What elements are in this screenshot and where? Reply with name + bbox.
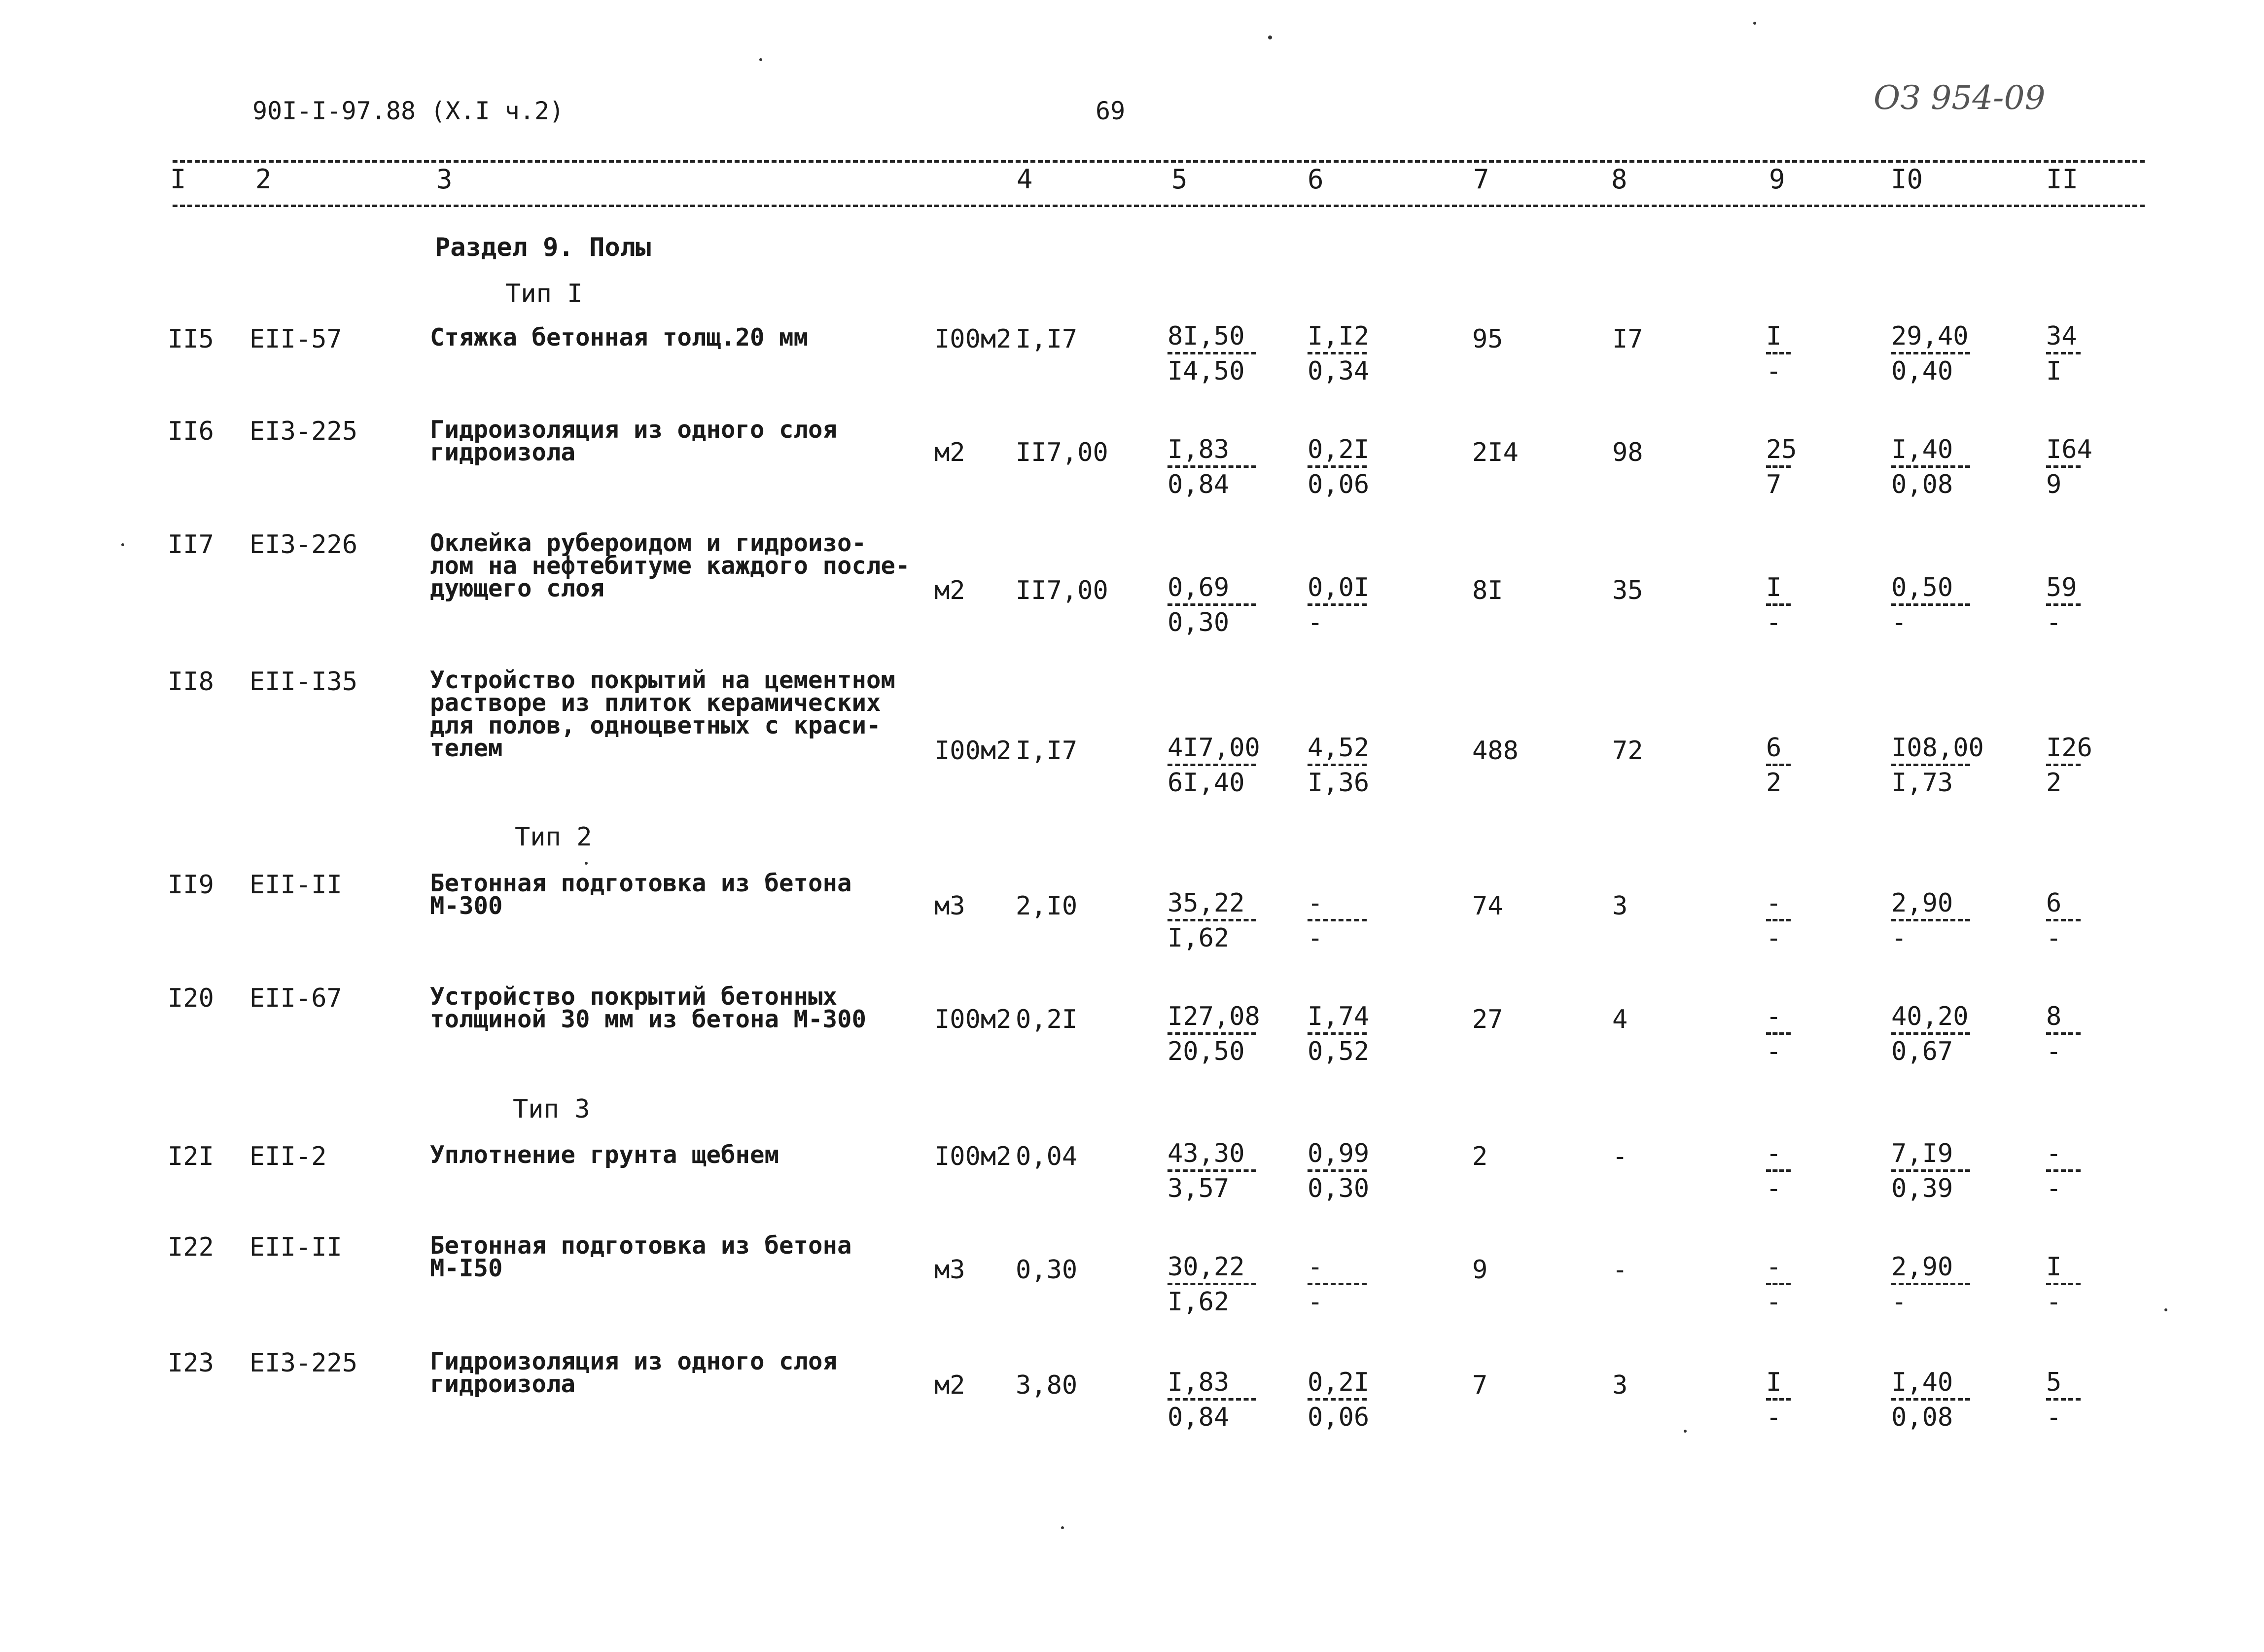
row-number: I2I xyxy=(168,1142,214,1171)
fraction-cell-col6 xyxy=(1308,889,1367,952)
rate-code: EII-II xyxy=(249,870,342,900)
fraction-bar xyxy=(1891,603,1970,606)
rate-code: EII-I35 xyxy=(249,667,358,697)
fraction-cell-col11 xyxy=(2046,1369,2081,1431)
fraction-numerator: 0,2I xyxy=(1308,435,1370,464)
fraction-cell-col6 xyxy=(1308,435,1370,499)
fraction-denominator: 2 xyxy=(2046,768,2062,798)
fraction-numerator: 8I,50 xyxy=(1167,321,1245,351)
column-8-value: 98 xyxy=(1612,438,1643,467)
fraction-cell-col5 xyxy=(1167,889,1256,952)
fraction-denominator: I xyxy=(2046,356,2062,386)
column-number: 5 xyxy=(1171,164,1188,195)
fraction-numerator: I,I2 xyxy=(1308,321,1370,351)
unit-of-measure: I00м2 xyxy=(934,736,1012,766)
fraction-bar xyxy=(1167,1398,1256,1401)
subheader-type-3: Тип 3 xyxy=(513,1094,590,1124)
header-divider-bottom xyxy=(173,205,2145,207)
fraction-numerator: 59 xyxy=(2046,573,2077,602)
fraction-denominator: - xyxy=(1766,1037,1782,1066)
fraction-cell-col5 xyxy=(1167,436,1256,498)
fraction-denominator: - xyxy=(2046,1287,2062,1317)
fraction-cell-col9 xyxy=(1766,1003,1791,1065)
column-number: II xyxy=(2046,164,2079,195)
fraction-cell-col11 xyxy=(2046,1140,2081,1202)
fraction-numerator: I,74 xyxy=(1308,1002,1370,1031)
fraction-bar xyxy=(1308,919,1367,921)
work-description: Бетонная подготовка из бетона М-I50 xyxy=(430,1231,852,1282)
fraction-numerator: 30,22 xyxy=(1167,1252,1245,1282)
column-number: 6 xyxy=(1308,164,1324,195)
fraction-denominator: - xyxy=(1766,608,1782,637)
fraction-cell-col10 xyxy=(1891,322,1970,385)
fraction-cell-col6 xyxy=(1308,1139,1370,1203)
fraction-cell-col6 xyxy=(1308,1002,1370,1066)
fraction-bar xyxy=(1308,465,1367,468)
fraction-denominator: 20,50 xyxy=(1167,1037,1245,1066)
row-number: II9 xyxy=(168,870,214,900)
fraction-bar xyxy=(1891,465,1970,468)
fraction-numerator: I64 xyxy=(2046,435,2092,464)
fraction-denominator: I,62 xyxy=(1167,1287,1230,1317)
column-8-value: - xyxy=(1612,1142,1628,1171)
fraction-numerator: I26 xyxy=(2046,733,2092,763)
fraction-denominator: 2 xyxy=(1766,768,1782,798)
row-number: I20 xyxy=(168,984,214,1013)
fraction-denominator: - xyxy=(2046,1403,2062,1432)
fraction-cell-col5 xyxy=(1167,1253,1256,1316)
column-8-value: 4 xyxy=(1612,1005,1628,1034)
fraction-numerator: I08,00 xyxy=(1891,733,1984,763)
fraction-cell-col5 xyxy=(1167,1369,1256,1431)
fraction-cell-col6 xyxy=(1308,321,1370,386)
column-7-value: 74 xyxy=(1472,891,1503,921)
fraction-denominator: - xyxy=(1891,608,1907,637)
fraction-cell-col9 xyxy=(1766,889,1791,952)
column-number: I xyxy=(170,164,186,195)
fraction-bar xyxy=(2046,1169,2081,1172)
subheader-type-1: Тип I xyxy=(505,279,583,309)
fraction-cell-col6 xyxy=(1308,573,1370,637)
fraction-denominator: - xyxy=(1766,1287,1782,1317)
fraction-cell-col11 xyxy=(2046,733,2092,798)
column-number: 4 xyxy=(1017,164,1033,195)
fraction-cell-col9 xyxy=(1766,574,1791,636)
column-number: 3 xyxy=(436,164,453,195)
scan-speck xyxy=(759,58,762,61)
quantity: 2,I0 xyxy=(1016,891,1078,921)
fraction-numerator: I,83 xyxy=(1167,1368,1230,1397)
fraction-cell-col9 xyxy=(1766,734,1791,797)
fraction-denominator: 0,08 xyxy=(1891,470,1953,499)
fraction-numerator: - xyxy=(1766,1139,1782,1168)
column-7-value: 9 xyxy=(1472,1255,1488,1285)
fraction-denominator: 9 xyxy=(2046,470,2062,499)
column-8-value: 3 xyxy=(1612,1371,1628,1400)
header-divider-top xyxy=(173,160,2145,163)
fraction-bar xyxy=(1891,1283,1970,1285)
fraction-denominator: - xyxy=(1891,1287,1907,1317)
fraction-bar xyxy=(1167,919,1256,921)
column-8-value: 35 xyxy=(1612,576,1643,605)
fraction-cell-col10 xyxy=(1891,574,1970,636)
fraction-cell-col6 xyxy=(1308,733,1370,798)
work-description: Бетонная подготовка из бетона М-300 xyxy=(430,869,852,920)
fraction-bar xyxy=(1167,764,1256,766)
fraction-cell-col9 xyxy=(1766,1253,1791,1316)
fraction-numerator: 4,52 xyxy=(1308,733,1370,763)
quantity: 0,2I xyxy=(1016,1005,1078,1034)
fraction-cell-col10 xyxy=(1891,1003,1970,1065)
fraction-bar xyxy=(1766,603,1791,606)
fraction-numerator: 34 xyxy=(2046,321,2077,351)
unit-of-measure: м3 xyxy=(934,1255,965,1285)
row-number: II8 xyxy=(168,667,214,697)
fraction-numerator: 0,50 xyxy=(1891,573,1953,602)
fraction-cell-col9 xyxy=(1766,435,1797,499)
fraction-denominator: 0,84 xyxy=(1167,1403,1230,1432)
fraction-bar xyxy=(1308,1398,1367,1401)
fraction-cell-col10 xyxy=(1891,1140,1970,1202)
fraction-bar xyxy=(1167,1283,1256,1285)
fraction-bar xyxy=(1766,1169,1791,1172)
section-title: Раздел 9. Полы xyxy=(435,233,651,262)
fraction-cell-col11 xyxy=(2046,322,2081,385)
fraction-cell-col10 xyxy=(1891,733,1984,798)
work-description: Гидроизоляция из одного слоя гидроизола xyxy=(430,1347,838,1398)
fraction-bar xyxy=(1308,352,1367,354)
fraction-bar xyxy=(1766,1032,1791,1035)
fraction-numerator: 2,90 xyxy=(1891,888,1953,918)
column-7-value: 8I xyxy=(1472,576,1503,605)
scan-speck xyxy=(585,862,588,865)
fraction-denominator: - xyxy=(1766,923,1782,953)
column-7-value: 2 xyxy=(1472,1142,1488,1171)
fraction-cell-col5 xyxy=(1167,574,1256,636)
fraction-numerator: I xyxy=(2046,1252,2062,1282)
page-number: 69 xyxy=(1096,97,1126,125)
fraction-bar xyxy=(1891,1398,1970,1401)
fraction-bar xyxy=(2046,603,2081,606)
column-8-value: I7 xyxy=(1612,324,1643,354)
fraction-cell-col5 xyxy=(1167,322,1256,385)
fraction-bar xyxy=(1766,1398,1791,1401)
fraction-numerator: I xyxy=(1766,321,1782,351)
fraction-denominator: I,73 xyxy=(1891,768,1953,798)
fraction-denominator: 0,52 xyxy=(1308,1037,1370,1066)
work-description: Гидроизоляция из одного слоя гидроизола xyxy=(430,416,838,466)
fraction-numerator: 0,69 xyxy=(1167,573,1230,602)
quantity: 0,04 xyxy=(1016,1142,1078,1171)
scan-speck xyxy=(1061,1526,1064,1529)
column-7-value: 2I4 xyxy=(1472,438,1519,467)
fraction-bar xyxy=(1766,465,1791,468)
fraction-numerator: 6 xyxy=(1766,733,1782,763)
fraction-denominator: - xyxy=(1308,923,1323,953)
fraction-numerator: 40,20 xyxy=(1891,1002,1969,1031)
work-description: Уплотнение грунта щебнем xyxy=(430,1141,779,1169)
fraction-bar xyxy=(1891,352,1970,354)
fraction-cell-col9 xyxy=(1766,1369,1791,1431)
fraction-numerator: - xyxy=(1308,888,1323,918)
fraction-denominator: - xyxy=(1308,1287,1323,1317)
fraction-numerator: I xyxy=(1766,1368,1782,1397)
fraction-numerator: 6 xyxy=(2046,888,2062,918)
fraction-denominator: 0,08 xyxy=(1891,1403,1953,1432)
fraction-denominator: 0,30 xyxy=(1167,608,1230,637)
rate-code: EI3-226 xyxy=(249,530,358,560)
unit-of-measure: м2 xyxy=(934,438,965,467)
fraction-denominator: 0,40 xyxy=(1891,356,1953,386)
document-code: 90I-I-97.88 (X.I ч.2) xyxy=(252,97,565,125)
unit-of-measure: I00м2 xyxy=(934,1142,1012,1171)
row-number: II6 xyxy=(168,417,214,446)
fraction-cell-col11 xyxy=(2046,1253,2081,1316)
fraction-numerator: - xyxy=(1766,1002,1782,1031)
fraction-cell-col11 xyxy=(2046,889,2081,952)
fraction-bar xyxy=(1308,764,1367,766)
fraction-cell-col9 xyxy=(1766,1140,1791,1202)
fraction-bar xyxy=(1167,352,1256,354)
fraction-numerator: 35,22 xyxy=(1167,888,1245,918)
fraction-bar xyxy=(1308,1169,1367,1172)
fraction-bar xyxy=(1167,465,1256,468)
rate-code: EI3-225 xyxy=(249,417,358,446)
fraction-numerator: 0,2I xyxy=(1308,1368,1370,1397)
fraction-numerator: 7,I9 xyxy=(1891,1139,1953,1168)
row-number: II7 xyxy=(168,530,214,560)
fraction-bar xyxy=(1891,1169,1970,1172)
column-number: 8 xyxy=(1611,164,1627,195)
fraction-bar xyxy=(1766,919,1791,921)
rate-code: EII-57 xyxy=(249,324,342,354)
fraction-bar xyxy=(1308,1283,1367,1285)
fraction-numerator: I,40 xyxy=(1891,435,1953,464)
fraction-denominator: 0,84 xyxy=(1167,470,1230,499)
column-8-value: - xyxy=(1612,1255,1628,1285)
fraction-cell-col11 xyxy=(2046,435,2092,499)
quantity: 3,80 xyxy=(1016,1371,1078,1400)
handwritten-stamp: ОЗ 954-09 xyxy=(1874,79,2046,117)
fraction-cell-col6 xyxy=(1308,1368,1370,1432)
column-number: 7 xyxy=(1473,164,1489,195)
work-description: Стяжка бетонная толщ.20 мм xyxy=(430,323,809,351)
fraction-numerator: - xyxy=(2046,1139,2062,1168)
fraction-cell-col10 xyxy=(1891,889,1970,952)
fraction-cell-col5 xyxy=(1167,1140,1256,1202)
fraction-bar xyxy=(1308,603,1367,606)
fraction-numerator: 5 xyxy=(2046,1368,2062,1397)
quantity: II7,00 xyxy=(1016,576,1108,605)
fraction-denominator: - xyxy=(1766,1403,1782,1432)
fraction-numerator: 4I7,00 xyxy=(1167,733,1260,763)
rate-code: EII-67 xyxy=(249,984,342,1013)
fraction-denominator: - xyxy=(2046,608,2062,637)
fraction-denominator: 0,30 xyxy=(1308,1174,1370,1203)
column-7-value: 95 xyxy=(1472,324,1503,354)
column-7-value: 488 xyxy=(1472,736,1519,766)
fraction-cell-col9 xyxy=(1766,322,1791,385)
fraction-bar xyxy=(2046,764,2081,766)
column-number: I0 xyxy=(1891,164,1923,195)
fraction-denominator: 0,67 xyxy=(1891,1037,1953,1066)
fraction-numerator: - xyxy=(1308,1252,1323,1282)
fraction-bar xyxy=(2046,919,2081,921)
fraction-cell-col5 xyxy=(1167,1002,1260,1066)
fraction-cell-col5 xyxy=(1167,733,1260,798)
quantity: I,I7 xyxy=(1016,324,1078,354)
unit-of-measure: I00м2 xyxy=(934,324,1012,354)
fraction-cell-col6 xyxy=(1308,1253,1367,1316)
fraction-cell-col11 xyxy=(2046,1003,2081,1065)
row-number: I23 xyxy=(168,1348,214,1378)
rate-code: EI3-225 xyxy=(249,1348,358,1378)
row-number: II5 xyxy=(168,324,214,354)
fraction-bar xyxy=(2046,465,2081,468)
fraction-cell-col10 xyxy=(1891,1369,1970,1431)
fraction-bar xyxy=(1766,352,1791,354)
scan-speck xyxy=(1684,1430,1687,1433)
work-description: Устройство покрытий на цементном растворе из плиток керамических для полов, одноцветных с краси- телем xyxy=(430,666,896,762)
fraction-bar xyxy=(1308,1032,1367,1035)
scan-speck xyxy=(1268,35,1272,39)
fraction-numerator: 0,0I xyxy=(1308,573,1370,602)
fraction-denominator: 0,34 xyxy=(1308,356,1370,386)
fraction-numerator: 0,99 xyxy=(1308,1139,1370,1168)
fraction-numerator: 25 xyxy=(1766,435,1797,464)
fraction-bar xyxy=(1167,1169,1256,1172)
fraction-numerator: 43,30 xyxy=(1167,1139,1245,1168)
fraction-denominator: - xyxy=(2046,1037,2062,1066)
fraction-bar xyxy=(1891,919,1970,921)
quantity: 0,30 xyxy=(1016,1255,1078,1285)
fraction-bar xyxy=(1167,1032,1256,1035)
fraction-denominator: 0,39 xyxy=(1891,1174,1953,1203)
unit-of-measure: м2 xyxy=(934,576,965,605)
row-number: I22 xyxy=(168,1232,214,1262)
fraction-numerator: I,40 xyxy=(1891,1368,1953,1397)
fraction-numerator: 29,40 xyxy=(1891,321,1969,351)
work-description: Оклейка рубероидом и гидроизо- лом на нефтебитуме каждого после- дующего слоя xyxy=(430,529,910,602)
column-8-value: 3 xyxy=(1612,891,1628,921)
fraction-denominator: 3,57 xyxy=(1167,1174,1230,1203)
fraction-bar xyxy=(1891,1032,1970,1035)
fraction-denominator: 0,06 xyxy=(1308,470,1370,499)
fraction-denominator: 7 xyxy=(1766,470,1782,499)
fraction-bar xyxy=(2046,1283,2081,1285)
fraction-numerator: 2,90 xyxy=(1891,1252,1953,1282)
fraction-denominator: - xyxy=(2046,923,2062,953)
column-number: 2 xyxy=(255,164,272,195)
fraction-bar xyxy=(1766,764,1791,766)
quantity: I,I7 xyxy=(1016,736,1078,766)
column-7-value: 7 xyxy=(1472,1371,1488,1400)
fraction-bar xyxy=(1891,764,1970,766)
fraction-denominator: I,62 xyxy=(1167,923,1230,953)
fraction-bar xyxy=(2046,1032,2081,1035)
fraction-numerator: - xyxy=(1766,888,1782,918)
column-number: 9 xyxy=(1769,164,1785,195)
unit-of-measure: м3 xyxy=(934,891,965,921)
fraction-numerator: I27,08 xyxy=(1167,1002,1260,1031)
fraction-numerator: I,83 xyxy=(1167,435,1230,464)
fraction-numerator: 8 xyxy=(2046,1002,2062,1031)
fraction-denominator: - xyxy=(1891,923,1907,953)
fraction-bar xyxy=(1167,603,1256,606)
fraction-numerator: - xyxy=(1766,1252,1782,1282)
scan-speck xyxy=(1753,22,1756,25)
fraction-denominator: I4,50 xyxy=(1167,356,1245,386)
scan-speck xyxy=(121,543,124,546)
unit-of-measure: м2 xyxy=(934,1371,965,1400)
quantity: II7,00 xyxy=(1016,438,1108,467)
fraction-denominator: 0,06 xyxy=(1308,1403,1370,1432)
fraction-cell-col10 xyxy=(1891,1253,1970,1316)
fraction-bar xyxy=(1766,1283,1791,1285)
subheader-type-2: Тип 2 xyxy=(515,822,592,852)
fraction-denominator: - xyxy=(1766,1174,1782,1203)
fraction-cell-col10 xyxy=(1891,436,1970,498)
fraction-denominator: - xyxy=(1308,608,1323,637)
fraction-denominator: I,36 xyxy=(1308,768,1370,798)
fraction-denominator: - xyxy=(1766,356,1782,386)
rate-code: EII-II xyxy=(249,1232,342,1262)
fraction-bar xyxy=(2046,1398,2081,1401)
rate-code: EII-2 xyxy=(249,1142,327,1171)
work-description: Устройство покрытий бетонных толщиной 30 мм из бетона М-300 xyxy=(430,983,867,1033)
fraction-denominator: - xyxy=(2046,1174,2062,1203)
fraction-denominator: 6I,40 xyxy=(1167,768,1245,798)
column-7-value: 27 xyxy=(1472,1005,1503,1034)
scan-speck xyxy=(2164,1308,2167,1311)
unit-of-measure: I00м2 xyxy=(934,1005,1012,1034)
fraction-bar xyxy=(2046,352,2081,354)
fraction-cell-col11 xyxy=(2046,574,2081,636)
column-8-value: 72 xyxy=(1612,736,1643,766)
fraction-numerator: I xyxy=(1766,573,1782,602)
